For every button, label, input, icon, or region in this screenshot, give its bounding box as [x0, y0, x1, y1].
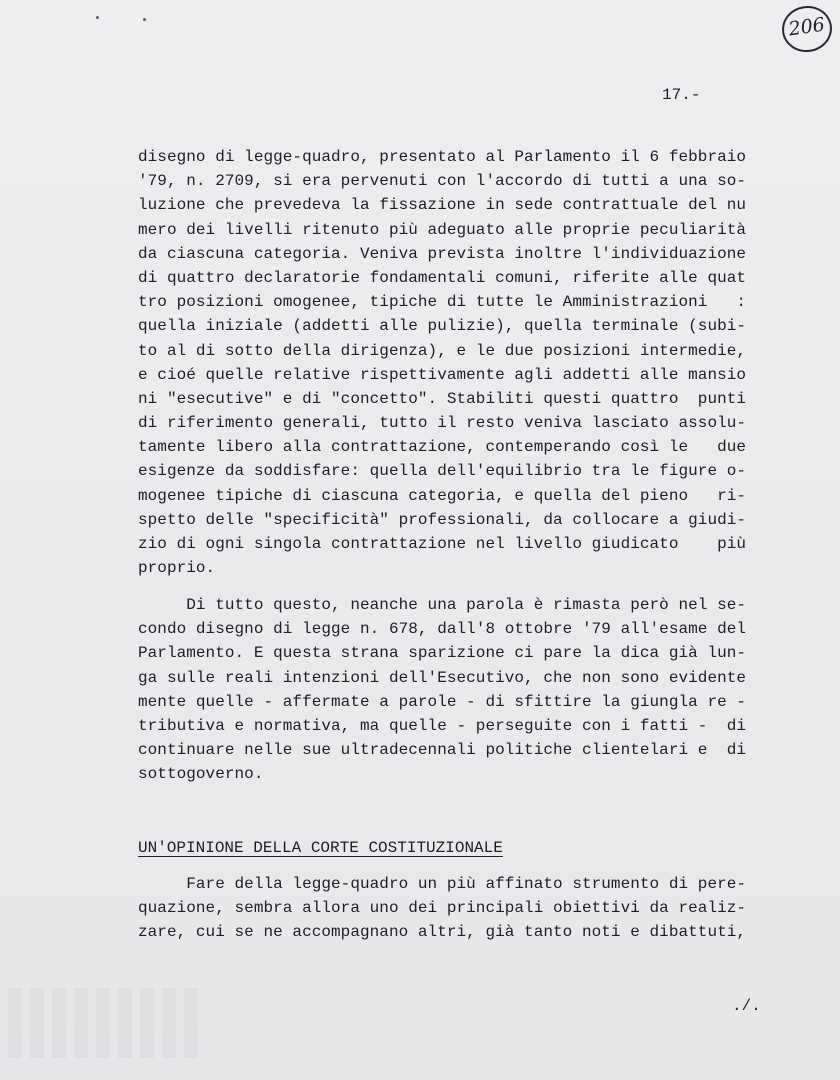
- text-line: zio di ogni singola contrattazione nel livello giudicato più: [138, 535, 747, 553]
- text-line: di quattro declaratorie fondamentali comuni, riferite alle quat: [138, 268, 747, 287]
- scan-speck: [96, 16, 99, 19]
- text-line: sottogoverno.: [138, 765, 264, 784]
- text-line: esigenze da soddisfare: quella dell'equilibrio tra le figure o-: [138, 462, 747, 481]
- text-line: '79, n. 2709, si era pervenuti con l'accordo di tutti a una so-: [138, 172, 747, 191]
- text-line: ga sulle reali intenzioni dell'Esecutivo, che non sono evidente: [138, 668, 747, 687]
- continuation-mark: ./.: [732, 997, 761, 1015]
- text-line: to al di sotto della dirigenza), e le due posizioni intermedie,: [138, 341, 747, 360]
- text-line: condo disegno di legge n. 678, dall'8 ottobre '79 all'esame del: [138, 620, 747, 639]
- text-line: tributiva e normativa, ma quelle - perseguite con i fatti - di: [138, 716, 747, 735]
- text-line: da ciascuna categoria. Veniva prevista inoltre l'individuazione: [138, 244, 747, 263]
- text-line: e cioé quelle relative rispettivamente agli addetti alle mansio: [138, 365, 747, 384]
- text-line: mero dei livelli ritenuto più adeguato alle proprie peculiarità: [138, 220, 747, 239]
- text-line: spetto delle "specificità" professionali, da collocare a giudi-: [138, 510, 747, 529]
- text-line: mogenee tipiche di ciascuna categoria, e quella del pieno ri-: [138, 486, 747, 505]
- text-line: zare, cui se ne accompagnano altri, già tanto noti e dibattuti,: [138, 923, 747, 942]
- faded-watermark: [8, 988, 198, 1058]
- text-line: proprio.: [138, 559, 216, 578]
- stamp-number: 206: [787, 13, 827, 41]
- text-line: Parlamento. E questa strana sparizione ci pare la dica già lun-: [138, 644, 747, 663]
- text-line: continuare nelle sue ultradecennali politiche clientelari e di: [138, 741, 747, 760]
- paragraph-1: [138, 145, 758, 580]
- scan-speck: [143, 18, 146, 21]
- text-line: mente quelle - affermate a parole - di sfittire la giungla re -: [138, 692, 747, 711]
- text-line: luzione che prevedeva la fissazione in sede contrattuale del nu: [138, 196, 747, 215]
- text-line: tro posizioni omogenee, tipiche di tutte le Amministrazioni :: [138, 293, 747, 312]
- text-line: ni "esecutive" e di "concetto". Stabiliti questi quattro punti: [138, 389, 747, 408]
- text-line: disegno di legge-quadro, presentato al Parlamento il 6 febbraio: [138, 148, 747, 166]
- section-heading: UN'OPINIONE DELLA CORTE COSTITUZIONALE: [138, 839, 503, 857]
- text-line: Fare della legge-quadro un più affinato strumento di pere-: [138, 875, 747, 893]
- page-number: 17.-: [662, 86, 701, 104]
- paragraph-2: [138, 593, 758, 787]
- text-line: quazione, sembra allora uno dei principali obiettivi da realiz-: [138, 899, 747, 918]
- text-line: quella iniziale (addetti alle pulizie), quella terminale (subi-: [138, 317, 747, 336]
- text-line: di riferimento generali, tutto il resto veniva lasciato assolu-: [138, 414, 747, 433]
- text-line: tamente libero alla contrattazione, contemperando così le due: [138, 438, 747, 457]
- page-stamp: [779, 3, 835, 56]
- paragraph-3: [138, 872, 758, 945]
- text-line: Di tutto questo, neanche una parola è rimasta però nel se-: [138, 596, 747, 614]
